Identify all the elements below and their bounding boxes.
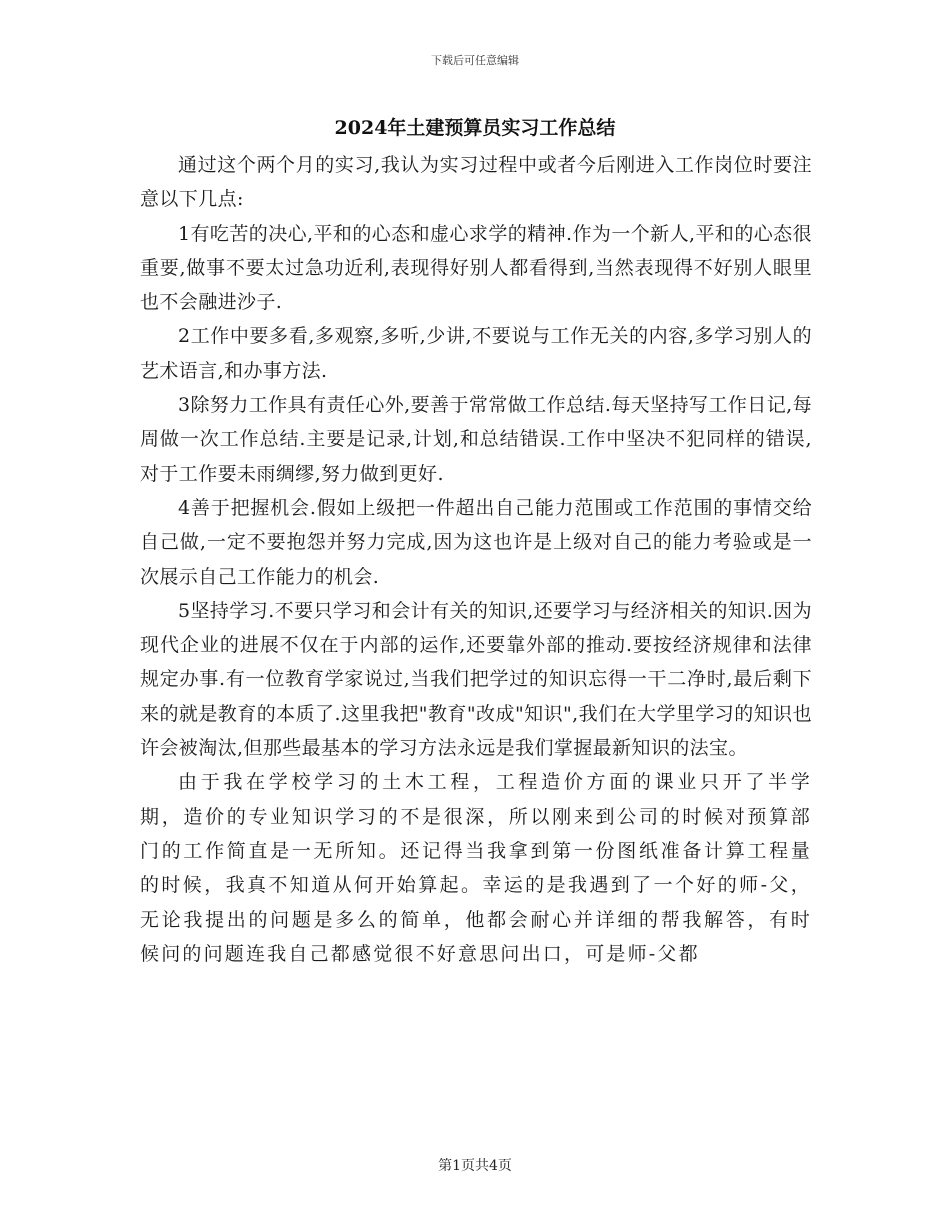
paragraph-point-1: 1有吃苦的决心,平和的心态和虚心求学的精神.作为一个新人,平和的心态很重要,做事不要太过急功近利,表现得好别人都看得到,当然表现得不好别人眼里也不会融进沙子. <box>140 222 812 314</box>
paragraph-point-5: 5坚持学习.不要只学习和会计有关的知识,还要学习与经济相关的知识.因为现代企业的进展不仅在于内部的运作,还要靠外部的推动.要按经济规律和法律规定办事.有一位教育学家说过,当我们把学过的知识忘得一干二净时,最后剩下来的就是教育的本质了.这里我把"教育"改成"知识",我们在大学里学习的知识也许会被淘汰,但那些最基本的学习方法永远是我们掌握最新知识的法宝。 <box>140 599 812 760</box>
document-title: 2024年土建预算员实习工作总结 <box>334 117 616 139</box>
page-number: 第1页共4页 <box>438 1158 512 1174</box>
document-body <box>140 148 812 971</box>
paragraph-point-4: 4善于把握机会.假如上级把一件超出自己能力范围或工作范围的事情交给自己做,一定不要抱怨并努力完成,因为这也许是上级对自己的能力考验或是一次展示自己工作能力的机会. <box>140 496 812 588</box>
paragraph-point-3: 3除努力工作具有责任心外,要善于常常做工作总结.每天坚持写工作日记,每周做一次工作总结.主要是记录,计划,和总结错误.工作中坚决不犯同样的错误,对于工作要未雨绸缪,努力做到更好. <box>140 394 812 485</box>
paragraph-experience: 由于我在学校学习的土木工程，工程造价方面的课业只开了半学期，造价的专业知识学习的不是很深，所以刚来到公司的时候对预算部门的工作简直是一无所知。还记得当我拿到第一份图纸准备计算工程量的时候，我真不知道从何开始算起。幸运的是我遇到了一个好的师-父，无论我提出的问题是多么的简单，他都会耐心并详细的帮我解答，有时候问的问题连我自己都感觉很不好意思问出口，可是师-父都 <box>140 771 812 965</box>
paragraph-point-2: 2工作中要多看,多观察,多听,少讲,不要说与工作无关的内容,多学习别人的艺术语言,和办事方法. <box>140 325 812 382</box>
header-note: 下载后可任意编辑 <box>431 54 519 67</box>
paragraph-intro: 通过这个两个月的实习,我认为实习过程中或者今后刚进入工作岗位时要注意以下几点: <box>140 154 812 211</box>
